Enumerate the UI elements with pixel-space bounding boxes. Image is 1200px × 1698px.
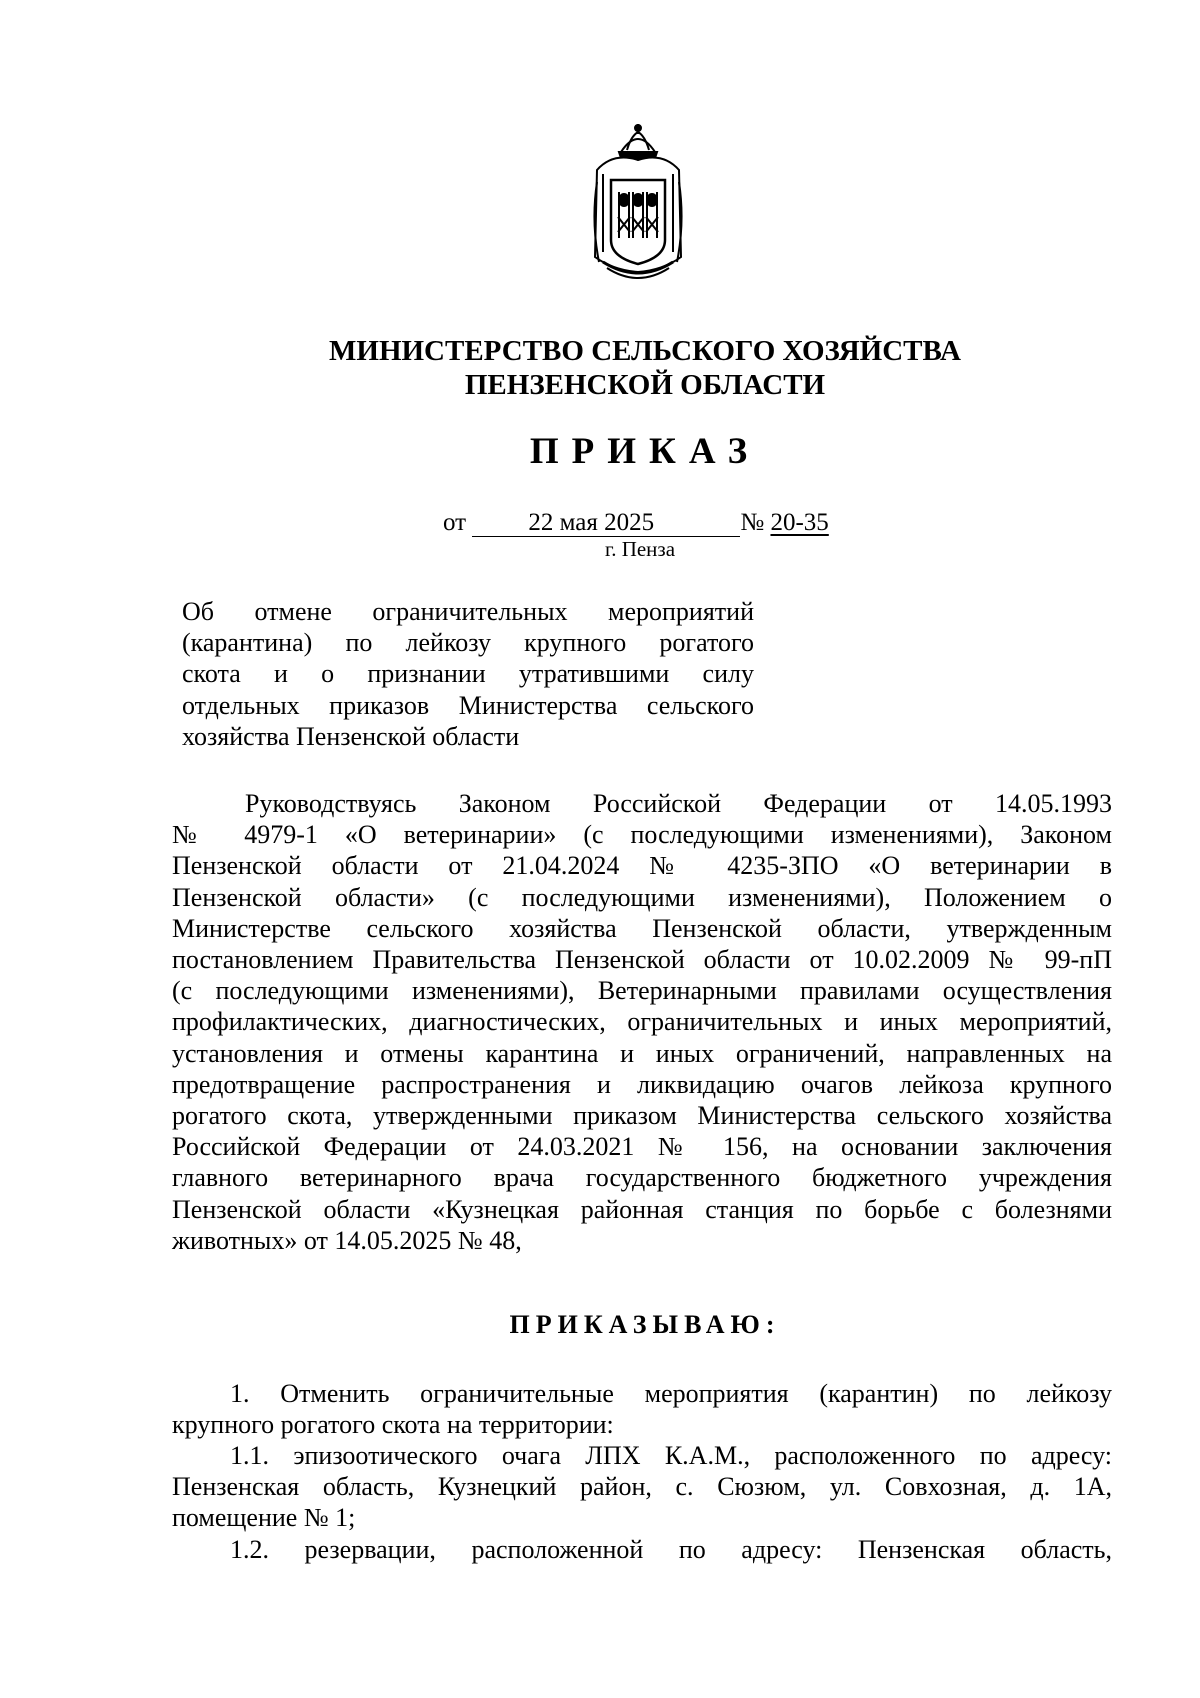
document-type-title: ПРИКАЗ [529,431,761,472]
subject-line: (карантина) по лейкозу крупного рогатого [182,628,754,658]
preamble-line: Министерстве сельского хозяйства Пензенской области, утвержденным [172,913,1112,943]
preamble-line: Пензенской области от 21.04.2024 № 4235-ЗПО «О ветеринарии в [172,851,1112,881]
preamble-line: животных» от 14.05.2025 № 48, [172,1225,522,1255]
preamble-line: Руководствуясь Законом Российской Федерации от 14.05.1993 [245,789,1112,818]
issuing-city: г. Пенза [604,537,676,561]
order-number: 20-35 [770,509,829,536]
preamble-line: Российской Федерации от 24.03.2021 № 156, на основании заключения [172,1132,1112,1162]
order-subject [182,596,754,752]
item-1 [172,1378,1112,1440]
coat-of-arms-emblem [583,122,693,287]
date-prefix: от [443,509,467,536]
item-1-2-line: 1.2. резервации, расположенной по адресу: Пензенская область, [230,1535,1112,1564]
number-prefix: № [740,509,765,536]
subject-line: Об отмене ограничительных мероприятий [182,597,754,626]
preamble-line: предотвращение распространения и ликвидацию очагов лейкоза крупного [172,1069,1112,1099]
ministry-name-line1: МИНИСТЕРСТВО СЕЛЬСКОГО ХОЗЯЙСТВА [329,335,961,367]
preamble-line: профилактических, диагностических, ограничительных и иных мероприятий, [172,1007,1112,1037]
item-1-1-line: 1.1. эпизоотического очага ЛПХ К.А.М., расположенного по адресу: [230,1441,1112,1470]
preamble-line: главного ветеринарного врача государственного бюджетного учреждения [172,1163,1112,1193]
item-1-1-line: Пензенская область, Кузнецкий район, с. Сюзюм, ул. Совхозная, д. 1А, [172,1472,1112,1502]
date-number-line [443,508,829,538]
item-1-line: 1. Отменить ограничительные мероприятия (карантин) по лейкозу [230,1379,1112,1408]
item-1-2 [172,1534,1112,1565]
preamble-line: (с последующими изменениями), Ветеринарными правилами осуществления [172,976,1112,1006]
order-date: 22 мая 2025 [472,510,740,537]
subject-line: скота и о признании утратившими силу [182,659,754,689]
item-1-line: крупного рогатого скота на территории: [172,1410,614,1440]
item-1-1 [172,1440,1112,1534]
subject-line: отдельных приказов Министерства сельского [182,690,754,720]
preamble-line: Пензенской области «Кузнецкая районная станция по борьбе с болезнями [172,1194,1112,1224]
ministry-name-line2: ПЕНЗЕНСКОЙ ОБЛАСТИ [464,369,826,401]
preamble-paragraph [172,788,1112,1256]
preamble-line: установления и отмены карантина и иных ограничений, направленных на [172,1038,1112,1068]
order-directive-heading: ПРИКАЗЫВАЮ: [509,1310,781,1339]
preamble-line: рогатого скота, утвержденными приказом Министерства сельского хозяйства [172,1101,1112,1131]
preamble-line: № 4979-1 «О ветеринарии» (с последующими изменениями), Законом [172,820,1112,850]
preamble-line: Пензенской области» (с последующими изменениями), Положением о [172,882,1112,912]
preamble-line: постановлением Правительства Пензенской области от 10.02.2009 № 99-пП [172,945,1112,975]
subject-line: хозяйства Пензенской области [182,721,520,751]
item-1-1-line: помещение № 1; [172,1503,356,1533]
